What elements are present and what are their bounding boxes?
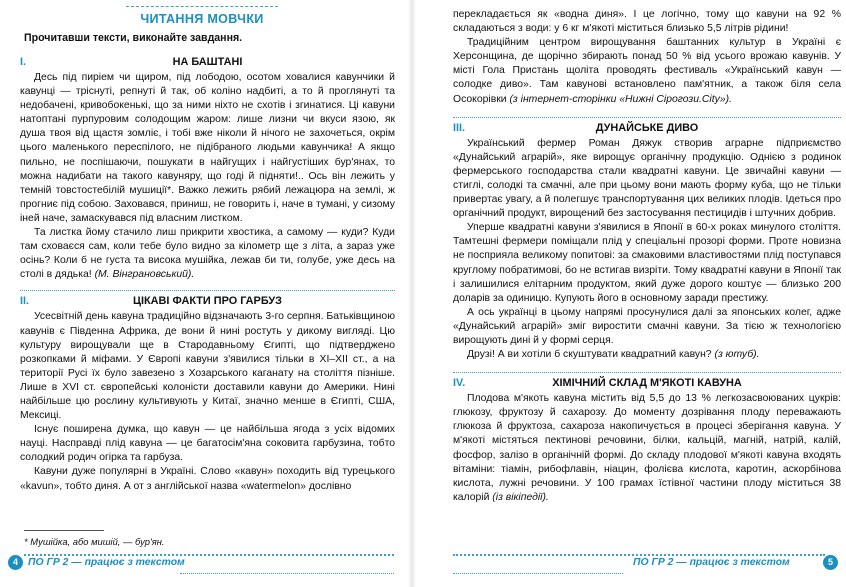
paragraph-text: Плодова м'якоть кавуна містить від 5,5 до 13 % легкозасвоюваних цукрів: глюкозу, фруктозу й сахарозу. До моменту дозрівання плоду переважають глюкоза й фруктоза, сахароза накопичується в процесі зберігання кавуна. У м'якоті містяться пектинові речовини, білки, кальцій, магній, натрій, калій, фосфор, залізо в органічній формі. До складу плодової м'якоті кавуна входять вітаміни: тіамін, рибофлавін, ніацин, фолієва кислота, каротин, аскорбінова кислота, лужні речовини. У 100 грамах їстівної частини плоду міститься 38 калорій xyxy=(453,393,841,503)
paragraph xyxy=(453,36,841,106)
section-number: II. xyxy=(20,295,29,308)
citation: (з інтернет-сторінки «Нижні Сірогози.City»). xyxy=(509,93,732,105)
paragraph xyxy=(20,226,395,282)
page-number-badge: 5 xyxy=(823,555,838,570)
citation: (із вікіпедії). xyxy=(492,491,549,503)
footnote: * Мушійка, або мишій, — бур'ян. xyxy=(24,536,165,547)
footer-dotted-line xyxy=(180,573,394,574)
footnote-rule xyxy=(24,530,104,531)
left-column xyxy=(20,46,395,494)
section-3-heading xyxy=(453,117,841,134)
paragraph-text: Традиційним центром вирощування баштанних культур в Україні є Херсонщина, де щорічно збирають понад 50 % від усього врожаю кавунів. У місті Гола Пристань щоліта проводять фестиваль «Український кавун — солодке диво». Там кавунові встановлено пам'ятник, а також біля села Осокорівки xyxy=(453,37,841,105)
section-number: IV. xyxy=(453,377,466,390)
paragraph: перекладається як «водна диня». І це логічно, тому що кавуни на 92 % складаються з води: у 6 кг м'якоті міститься близько 5,5 літрів рідини! xyxy=(453,9,841,35)
instruction: Прочитавши тексти, виконайте завдання. xyxy=(24,32,243,44)
footer-dotted-line xyxy=(453,554,825,556)
section-number: III. xyxy=(453,121,465,134)
paragraph: Український фермер Роман Дяжук створив аграрне підприємство «Дунайський аграрій», яке вирощує органічну продукцію. Однією з родинок фермерського господарства стали квадратні кавуни. Це звичайні кавуни — стиглі, солодкі та смачні, але при цьому вони мають форму куба, що не тільки привертає увагу, а й полегшує транспортування цих великих плодів. Ідеться про органічний продукт, вирощений без застосування пестицидів і штучних добрив. xyxy=(453,137,841,220)
page-number-badge: 4 xyxy=(8,555,23,570)
section-1-heading xyxy=(20,52,395,68)
paragraph: Кавуни дуже популярні в Україні. Слово «кавун» походить від турецького «kavun», тобто диня. А от з англійської назва «watermelon» дослівно xyxy=(20,466,395,492)
footer-label: ПО ГР 2 — працює з текстом xyxy=(633,557,790,568)
paragraph xyxy=(453,348,841,362)
paragraph: А ось українці в цьому напрямі просунулися далі за японських колег, адже «Дунайський аграрій» зміг виростити смачні кавуни. За тією ж технологією вирощують дині й у формі серця. xyxy=(453,306,841,346)
title-rule xyxy=(126,6,278,7)
page-title: ЧИТАННЯ МОВЧКИ xyxy=(140,12,264,26)
paragraph: Існує поширена думка, що кавун — це найбільша ягода з усіх відомих науці. Насправді плід кавуна — це багатосім'яна соковита гарбузина, тобто солодкий родич огірка та гарбуза. xyxy=(20,424,395,464)
section-title: ДУНАЙСЬКЕ ДИВО xyxy=(595,121,699,134)
footer-label: ПО ГР 2 — працює з текстом xyxy=(28,557,185,568)
paragraph: Уперше квадратні кавуни з'явилися в Японії в 60-х роках минулого століття. Тамтешні фермери поміщали плід у спеціальні прозорі форми. Проте новизна не посприяла великому попитові: за смаковими властивостями плід поступався круглому побратимові, бо не встигав визріти. Тому квадратні кавуни в Японії так і залишилися елітарним продуктом, який дуже дорого коштує — близько 200 доларів за одиницю. Купують його в основному заради престижу. xyxy=(453,222,841,304)
section-title: ЦІКАВІ ФАКТИ ПРО ГАРБУЗ xyxy=(133,295,282,308)
section-title: ХІМІЧНИЙ СКЛАД М'ЯКОТІ КАВУНА xyxy=(552,377,742,390)
paragraph-text: Друзі! А ви хотіли б скуштувати квадратний кавун? xyxy=(467,349,712,361)
book-gutter xyxy=(408,0,416,587)
footer-dotted-line xyxy=(24,554,394,556)
section-title: НА БАШТАНІ xyxy=(172,56,243,68)
section-2-heading xyxy=(20,290,395,307)
right-column xyxy=(453,8,841,505)
paragraph-text: Та листка йому стачило лиш прикрити хвостика, а самому — куди? Куди там сховаєся сам, коли тебе було видно за кілометр ще з літа, а зараз уже осінь? Коли б не густа та висока мушійка, лежав би ти, голубе, уже десь на столі в дядька! xyxy=(20,227,395,281)
section-number: I. xyxy=(20,56,26,68)
right-page xyxy=(421,0,846,587)
paragraph xyxy=(453,392,841,505)
paragraph: Десь під пиріем чи щиром, під лободою, осотом ховалися кавунчики й кавунці — тріснуті, репнуті й так, об коліно надбиті, а то й проглянуті та недобачені, кривобокенькі, що за ними ніхто не схотів і згинатися. Ці кавуни натоптані пурпуровим солодощим жаром: лише лизни чи вкуси язою, як душа твоя від щастя зомліє, і тобі вже ніколи й нічого не захочеться, окрім цього маленького переспілого, не підібраного людьми кавунчика! А якщо пильно, не поспішаючи, пошукати в найгущих і найгустіших бур'янах, то можна надибати на такого кавуняру, що годі й підняти!.. Ось він лежить у темній товстостебілій мушиції*. Важко лежить рябий лежацюра на землі, ж прогниє під собою. Заховався, приниш, не говорить і, наче в тумані, у сизому іней наче, замаскувався під власним листком. xyxy=(20,72,395,224)
citation: (з ютуб). xyxy=(714,349,760,361)
footer-dotted-line xyxy=(453,573,623,574)
left-page xyxy=(0,0,400,587)
section-4-heading xyxy=(453,372,841,389)
citation: (М. Вінграновський). xyxy=(94,269,195,281)
paragraph: Усесвітній день кавуна традиційно відзначають 3-го серпня. Батьківщиною кавунів є Південна Африка, де вони й нині ростуть у дикому вигляді. Цю культуру вирощували ще в Стародавньому Єгипті, що підтверджено розкопками й міфами. У Європі кавуни з'явилися тільки в XI–XII ст., а на території Русі їх було завезено з Хозарського каганату на століття пізніше. Лише в XVI ст. європейські колоністи доставили кавуни до Америки. Нині найбільше цю рослину культивують у Китаї, значно менше в Єгипті, США, Мексиці. xyxy=(20,311,395,422)
